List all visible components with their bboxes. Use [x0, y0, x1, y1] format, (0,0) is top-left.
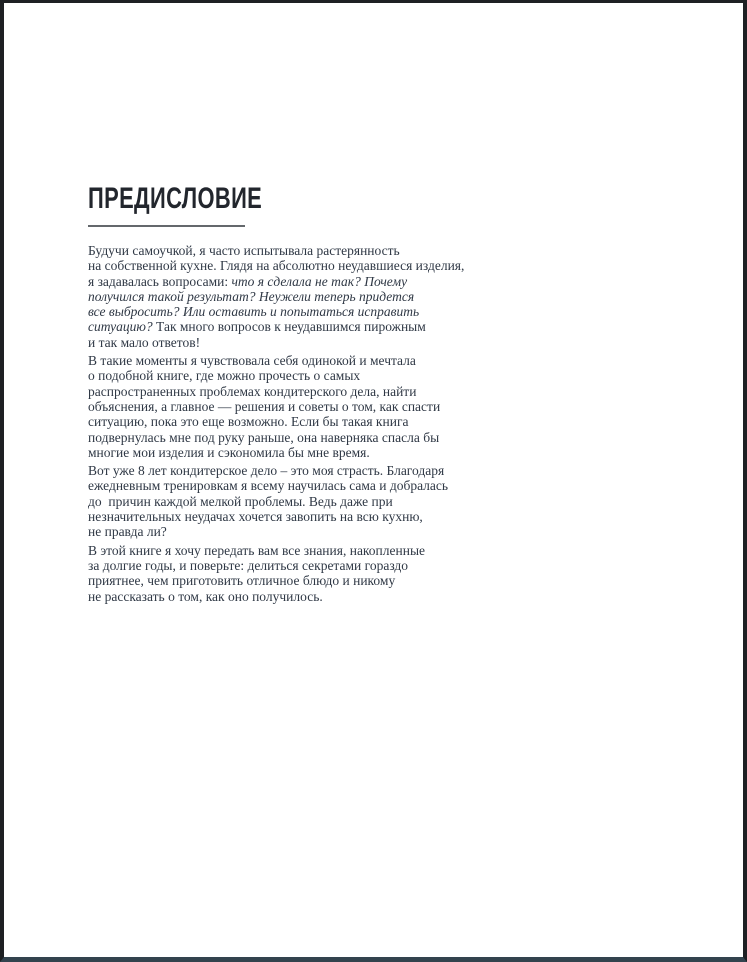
text-segment: на собственной кухне. Глядя на абсолютно неудавшиеся изделия, — [88, 258, 465, 274]
paragraph — [88, 543, 518, 604]
text-segment: приятнее, чем приготовить отличное блюдо и никому — [88, 573, 396, 589]
text-segment: В такие моменты я чувствовала себя одинокой и мечтала — [88, 353, 416, 369]
text-line — [88, 274, 518, 289]
text-segment: за долгие годы, и поверьте: делиться секретами гораздо — [88, 557, 409, 573]
text-segment: до причин каждой мелкой проблемы. Ведь даже при — [88, 493, 393, 509]
text-segment: ситуацию, пока это еще возможно. Если бы такая книга — [88, 414, 409, 430]
text-line — [88, 243, 518, 258]
text-line — [88, 384, 518, 399]
text-line — [88, 368, 518, 383]
text-line — [88, 543, 518, 558]
text-line — [88, 258, 518, 273]
text-line — [88, 463, 518, 478]
text-segment: Так много вопросов к неудавшимся пирожным — [152, 319, 426, 335]
italic-text-segment: получился такой результат? Неужели теперь придется — [88, 288, 415, 304]
text-segment: я задавалась вопросами: — [88, 273, 232, 289]
text-line — [88, 524, 518, 539]
text-segment: подвернулась мне под руку раньше, она наверняка спасла бы — [88, 429, 440, 445]
text-line — [88, 414, 518, 429]
paragraph — [88, 353, 518, 460]
text-line — [88, 478, 518, 493]
text-line — [88, 589, 518, 604]
paragraph — [88, 243, 518, 350]
italic-text-segment: все выбросить? Или оставить и попытаться исправить — [88, 304, 420, 320]
paragraph — [88, 463, 518, 539]
text-segment: незначительных неудачах хочется завопить на всю кухню, — [88, 509, 423, 525]
text-line — [88, 319, 518, 334]
body-text — [88, 243, 518, 607]
text-line — [88, 304, 518, 319]
text-segment: не правда ли? — [88, 524, 167, 540]
text-line — [88, 494, 518, 509]
italic-text-segment: ситуацию? — [88, 319, 153, 335]
heading-underline — [88, 225, 245, 227]
text-segment: о подобной книге, где можно прочесть о самых — [88, 368, 361, 384]
text-segment: и так мало ответов! — [88, 334, 201, 350]
text-line — [88, 509, 518, 524]
text-segment: не рассказать о том, как оно получилось. — [88, 588, 323, 604]
text-segment: Вот уже 8 лет кондитерское дело – это моя страсть. Благодаря — [88, 463, 445, 479]
text-segment: Будучи самоучкой, я часто испытывала растерянность — [88, 243, 400, 258]
text-line — [88, 430, 518, 445]
text-segment: многие мои изделия и сэкономила бы мне время. — [88, 444, 370, 460]
text-segment: В этой книге я хочу передать вам все знания, накопленные — [88, 542, 426, 558]
text-line — [88, 335, 518, 350]
text-segment: ежедневным тренировкам я всему научилась сама и добралась — [88, 478, 449, 494]
text-line — [88, 289, 518, 304]
text-line — [88, 353, 518, 368]
text-line — [88, 573, 518, 588]
text-segment: объяснения, а главное — решения и советы о том, как спасти — [88, 398, 441, 414]
text-line — [88, 399, 518, 414]
text-line — [88, 445, 518, 460]
text-segment: распространенных проблемах кондитерского дела, найти — [88, 383, 417, 399]
text-line — [88, 558, 518, 573]
italic-text-segment: что я сделала не так? Почему — [231, 273, 408, 289]
page-title: ПРЕДИСЛОВИЕ — [88, 182, 263, 215]
